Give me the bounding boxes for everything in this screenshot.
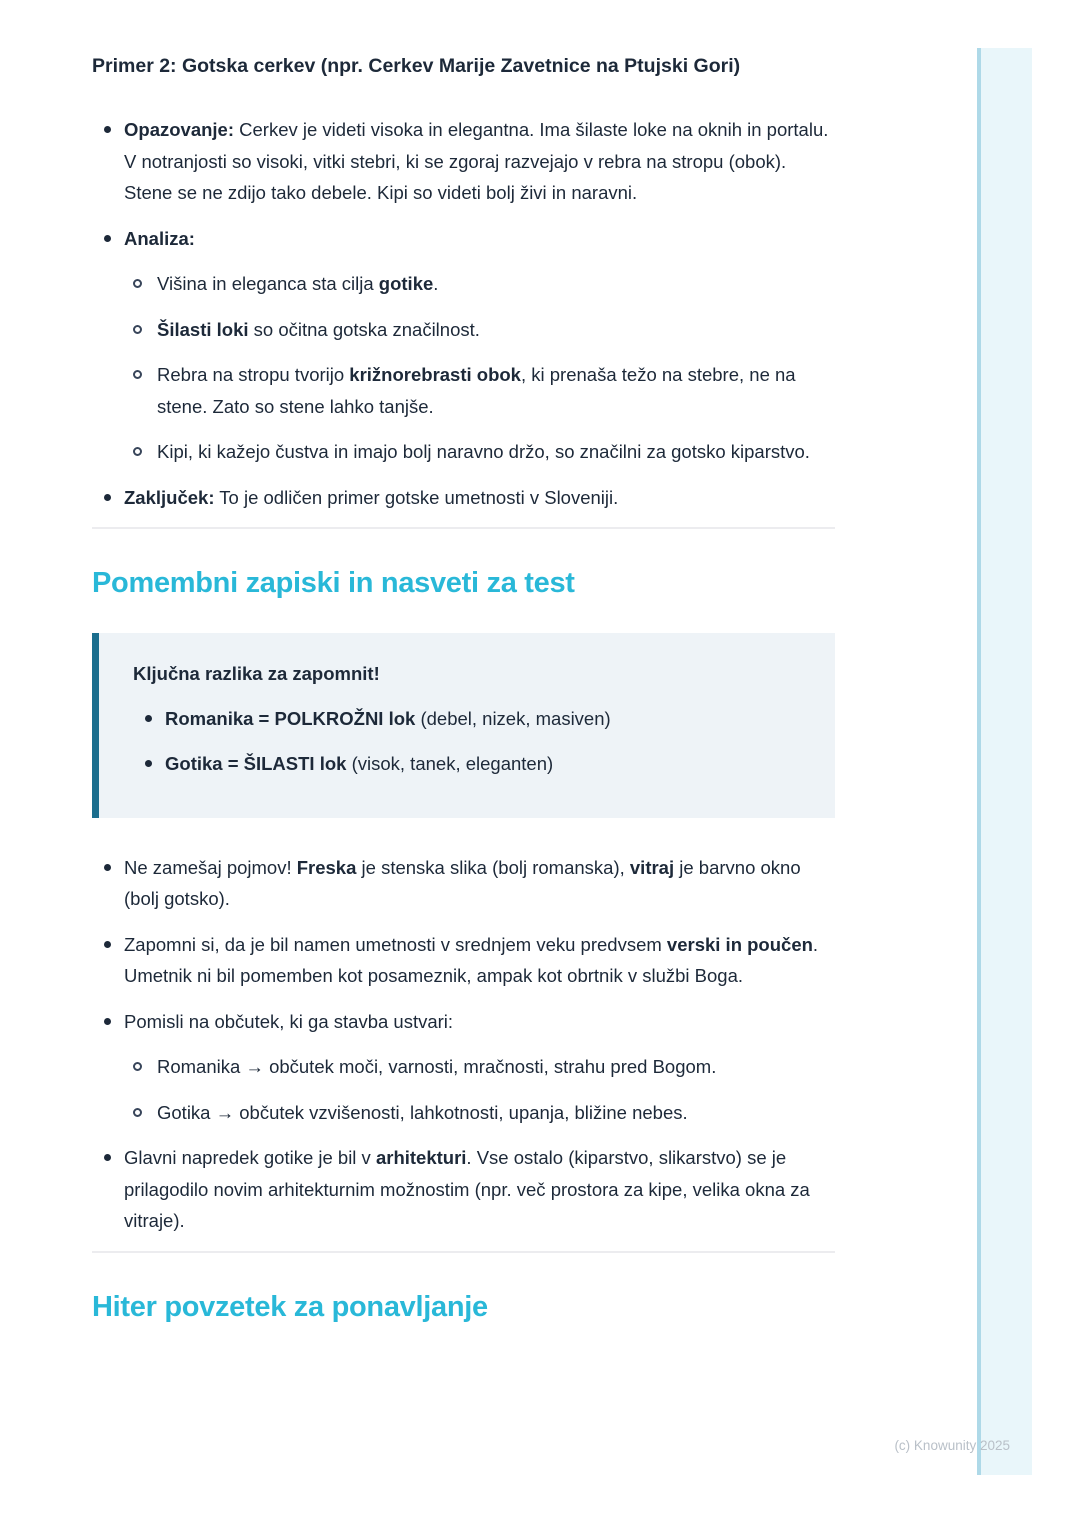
circle-bullet-icon [133,1108,142,1117]
notes-list [92,852,835,1237]
circle-bullet-icon [133,370,142,379]
bullet-icon [104,864,111,871]
list-item [104,223,835,255]
callout-list [133,703,815,780]
bullet-icon [104,941,111,948]
circle-bullet-icon [133,1062,142,1071]
notes-section-title: Pomembni zapiski in nasveti za test [92,567,575,599]
example-list [92,114,835,513]
list-item-text: Ne zamešaj pojmov! Freska je stenska slika (bolj romanska), vitraj je barvno okno (bolj gotsko). [124,856,801,909]
list-item-text: Pomisli na občutek, ki ga stavba ustvari: [124,1010,454,1032]
list-item-text: Gotika → občutek vzvišenosti, lahkotnosti, upanja, bližine nebes. [157,1101,688,1123]
copyright-watermark: (c) Knowunity 2025 [894,1438,1010,1453]
bullet-icon [104,1018,111,1025]
list-item-text: Analiza: [124,227,195,249]
list-item [145,748,815,780]
callout-title: Ključna razlika za zapomnit! [133,663,380,684]
list-item-text: Zaključek: To je odličen primer gotske umetnosti v Sloveniji. [124,486,619,508]
section-divider [92,1251,835,1253]
bullet-icon [104,1154,111,1161]
list-item [133,359,835,422]
page-edge-strip [977,48,1032,1475]
list-item-text: Zapomni si, da je bil namen umetnosti v srednjem veku predvsem verski in poučen. Umetnik ni bil pomemben kot posameznik, ampak kot obrtnik v službi Boga. [124,933,819,986]
list-item [104,1142,835,1237]
list-item [133,436,835,468]
list-item-text: Romanika = POLKROŽNI lok (debel, nizek, masiven) [165,707,611,729]
list-item-text: Višina in eleganca sta cilja gotike. [157,273,439,294]
list-item [104,1006,835,1038]
list-item [133,268,835,300]
list-item-text: Romanika → občutek moči, varnosti, mračnosti, strahu pred Bogom. [157,1056,717,1077]
section-divider [92,527,835,529]
summary-section-title: Hiter povzetek za ponavljanje [92,1290,488,1323]
bullet-icon [145,760,152,767]
bullet-icon [104,494,111,501]
list-item [133,1051,835,1083]
list-item [133,1097,835,1129]
list-item [133,314,835,346]
list-item-text: Glavni napredek gotike je bil v arhitekturi. Vse ostalo (kiparstvo, slikarstvo) se je prilagodilo novim arhitekturnim možnostim (npr. več prostora za kipe, velika okna za vitraje). [124,1147,810,1231]
list-item-text: Gotika = ŠILASTI lok (visok, tanek, eleganten) [165,753,554,774]
example-heading: Primer 2: Gotska cerkev (npr. Cerkev Marije Zavetnice na Ptujski Gori) [92,55,741,77]
list-item-text: Kipi, ki kažejo čustva in imajo bolj naravno držo, so značilni za gotsko kiparstvo. [157,441,810,462]
key-difference-callout [92,633,835,818]
list-item-text: Opazovanje: Cerkev je videti visoka in elegantna. Ima šilaste loke na oknih in portalu. V notranjosti so visoki, vitki stebri, ki se zgoraj razvejajo v rebra na stropu (obok). Stene se ne zdijo tako debele. Kipi so videti bolj živi in naravni. [124,119,829,203]
list-item [145,703,815,735]
list-item-text: Šilasti loki so očitna gotska značilnost. [157,318,480,340]
list-item [104,482,835,514]
list-item-text: Rebra na stropu tvorijo križnorebrasti obok, ki prenaša težo na stebre, ne na stene. Zato so stene lahko tanjše. [157,364,796,417]
list-item [104,852,835,915]
bullet-icon [145,715,152,722]
bullet-icon [104,235,111,242]
circle-bullet-icon [133,447,142,456]
list-item [104,114,835,209]
document-content [92,52,835,1325]
circle-bullet-icon [133,325,142,334]
circle-bullet-icon [133,279,142,288]
list-item [104,929,835,992]
bullet-icon [104,126,111,133]
